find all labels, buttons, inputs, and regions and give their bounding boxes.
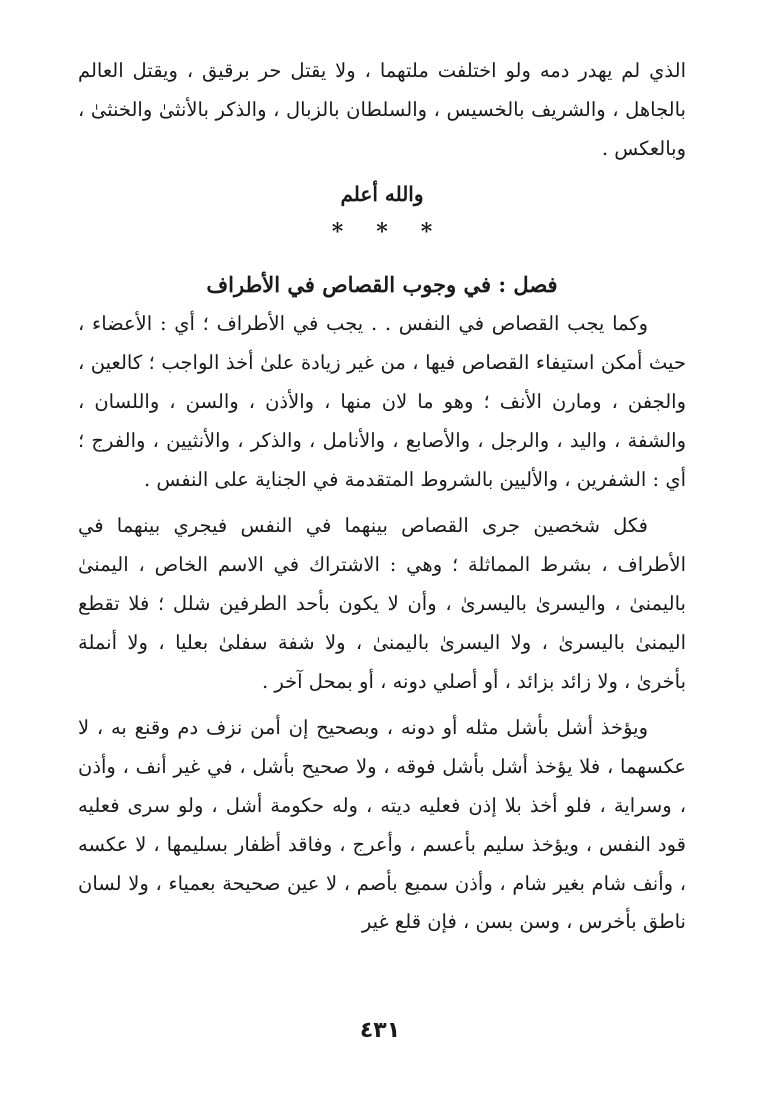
closing-phrase: والله أعلم <box>340 182 424 207</box>
page-number: ٤٣١ <box>359 1018 401 1043</box>
separator-star: * <box>331 219 344 246</box>
section-separator <box>78 217 686 248</box>
body-paragraph: فكل شخصين جرى القصاص بينهما في النفس فيجري بينهما في الأطراف ، بشرط المماثلة ؛ وهي : الاشتراك في الاسم الخاص ، اليمنىٰ باليمنىٰ ، واليسرىٰ باليسرىٰ ، وأن لا يكون بأحد الطرفين شلل ؛ فلا تقطع اليمنىٰ باليسرىٰ ، ولا اليسرىٰ باليمنىٰ ، ولا شفة سفلىٰ بعليا ، ولا أنملة بأخرىٰ ، ولا زائد بزائد ، أو أصلي دونه ، أو بمحل آخر . <box>78 514 686 693</box>
book-page <box>78 52 686 942</box>
separator-star: * <box>420 219 433 246</box>
body-paragraph: ويؤخذ أشل بأشل مثله أو دونه ، وبصحيح إن أمن نزف دم وقنع به ، لا عكسهما ، فلا يؤخذ أشل بأشل فوقه ، ولا صحيح بأشل ، في غير أنف ، وأذن ، وسراية ، فلو أخذ بلا إذن فعليه ديته ، وله حكومة أشل ، ولو سرى فعليه قود النفس ، ويؤخذ سليم بأعسم ، وأعرج ، وفاقد أظفار بسليمها ، لا عكسه ، وأنف شام بغير شام ، وأذن سميع بأصم ، لا عين صحيحة بعمياء ، ولا لسان ناطق بأخرس ، وسن بسن ، فإن قلع غير <box>78 716 686 934</box>
section-heading: فصل : في وجوب القصاص في الأطراف <box>206 272 558 298</box>
intro-paragraph: الذي لم يهدر دمه ولو اختلفت ملتهما ، ولا يقتل حر برقيق ، ويقتل العالم بالجاهل ، والشريف بالخسيس ، والسلطان بالزبال ، والذكر بالأنثىٰ والخنثىٰ ، وبالعكس . <box>78 59 686 160</box>
body-paragraph: وكما يجب القصاص في النفس . . يجب في الأطراف ؛ أي : الأعضاء ، حيث أمكن استيفاء القصاص فيها ، من غير زيادة علىٰ أخذ الواجب ؛ كالعين ، والجفن ، ومارن الأنف ؛ وهو ما لان منها ، والأذن ، والسن ، واللسان ، والشفة ، واليد ، والرجل ، والأصابع ، والأنامل ، والذكر ، والأنثيين ، والفرج ؛ أي : الشفرين ، والأليين بالشروط المتقدمة في الجناية على النفس . <box>78 312 686 491</box>
separator-star: * <box>376 219 388 246</box>
